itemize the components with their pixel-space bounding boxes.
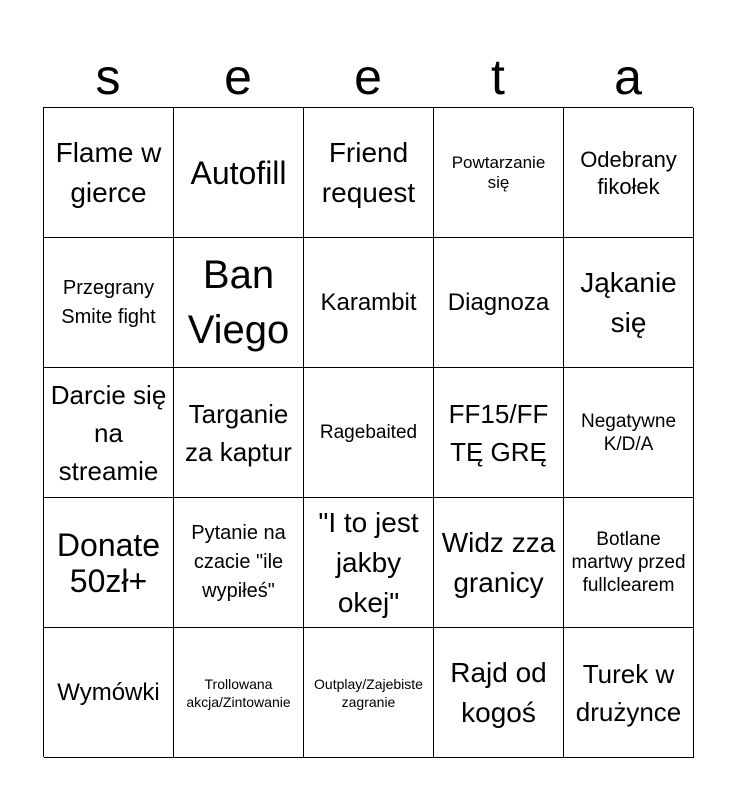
bingo-cell[interactable] [174, 238, 304, 368]
bingo-cell[interactable] [564, 498, 694, 628]
bingo-cell[interactable] [44, 498, 174, 628]
title-letter: s [95, 49, 121, 105]
bingo-board [43, 107, 693, 757]
bingo-cell[interactable] [44, 368, 174, 498]
bingo-cell[interactable] [174, 628, 304, 758]
title-letter: e [354, 49, 382, 105]
cell-text: "I to jest jakby okej" [318, 506, 419, 618]
cell-text: Trollowana akcja/Zintowanie [186, 675, 291, 710]
cell-text: Wymówki [57, 679, 160, 706]
cell-text: Odebrany fikołek [580, 146, 677, 199]
bingo-cell[interactable] [304, 498, 434, 628]
title-letter: a [614, 49, 642, 105]
cell-text: Przegrany Smite fight [61, 276, 156, 328]
cell-text: Darcie się na streamie [50, 379, 167, 486]
bingo-cell[interactable] [304, 368, 434, 498]
bingo-cell[interactable] [434, 238, 564, 368]
bingo-cell[interactable] [434, 108, 564, 238]
bingo-cell[interactable] [44, 238, 174, 368]
title-letter: t [491, 49, 505, 105]
cell-text: Jąkanie się [580, 266, 677, 338]
cell-text: Negatywne K/D/A [580, 410, 677, 455]
bingo-cell[interactable] [434, 628, 564, 758]
cell-text: Ragebaited [319, 422, 418, 443]
cell-text: Rajd od kogoś [450, 656, 547, 728]
bingo-cell[interactable] [174, 368, 304, 498]
bingo-cell[interactable] [174, 108, 304, 238]
bingo-cell[interactable] [304, 238, 434, 368]
cell-text: Diagnoza [447, 289, 550, 316]
cell-text: Donate 50zł+ [56, 526, 161, 599]
bingo-cell[interactable] [564, 368, 694, 498]
cell-text: Karambit [320, 289, 417, 316]
cell-text: Targanie za kaptur [185, 398, 292, 467]
cell-text: Outplay/Zajebiste zagranie [314, 675, 423, 710]
cell-text: Autofill [190, 154, 287, 191]
bingo-cell[interactable] [304, 628, 434, 758]
cell-text: Powtarzanie się [451, 152, 546, 192]
cell-text: Ban Viego [187, 252, 290, 352]
cell-text: FF15/FF TĘ GRĘ [448, 398, 549, 467]
cell-text: Turek w drużynce [575, 658, 682, 727]
bingo-cell[interactable] [304, 108, 434, 238]
bingo-cell[interactable] [434, 498, 564, 628]
cell-text: Widz zza granicy [441, 526, 556, 598]
bingo-cell[interactable] [174, 498, 304, 628]
cell-text: Botlane martwy przed fullclearem [571, 529, 686, 596]
bingo-cell[interactable] [434, 368, 564, 498]
bingo-cell[interactable] [44, 108, 174, 238]
cell-text: Friend request [321, 136, 416, 208]
bingo-cell[interactable] [44, 628, 174, 758]
card-title [43, 48, 693, 106]
bingo-cell[interactable] [564, 108, 694, 238]
cell-text: Flame w gierce [55, 136, 162, 208]
title-letter: e [224, 49, 252, 105]
cell-text: Pytanie na czacie "ile wypiłeś" [191, 522, 286, 602]
bingo-cell[interactable] [564, 628, 694, 758]
bingo-cell[interactable] [564, 238, 694, 368]
